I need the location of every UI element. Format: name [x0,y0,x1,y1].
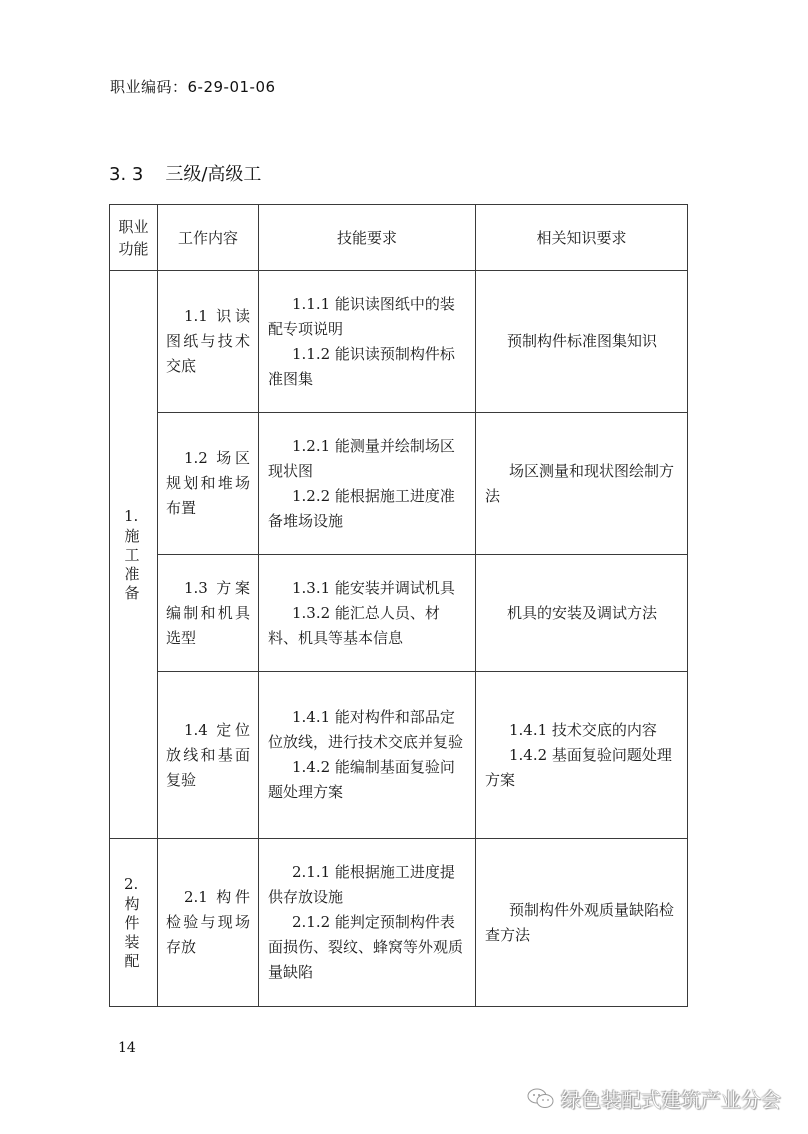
header-work-content: 工作内容 [158,205,259,271]
skill-item: 1.3.2 能汇总人员、材料、机具等基本信息 [268,603,440,647]
table-row [110,271,688,413]
header-function [110,205,158,271]
skill-cell [259,839,476,1007]
knowledge-cell [476,271,688,413]
watermark [527,1084,781,1113]
work-content-first: 2.1 构件 [184,888,250,906]
skill-item: 1.4.2 能编制基面复验问题处理方案 [268,758,455,801]
work-content-first: 1.3 方案 [184,578,250,597]
section-number: 3. 3 [109,164,144,185]
knowledge-item: 1.4.2 基面复验问题处理方案 [485,745,672,789]
skill-item: 1.4.1 能对构件和部品定位放线，进行技术交底并复验 [268,708,464,751]
work-content-cell [158,271,259,413]
watermark-text: 绿色装配式建筑产业分会 [561,1088,781,1112]
function-number: 1. [124,507,139,525]
work-content-rest: 规划和堆场布置 [166,474,250,517]
function-number: 2. [124,875,139,893]
function-char: 装 [124,933,140,951]
occupation-code [110,76,276,97]
work-content-rest: 编制和机具选型 [166,603,250,647]
section-title: 三级/高级工 [165,164,262,185]
function-char: 工 [124,546,140,564]
knowledge-item: 预制构件外观质量缺陷检查方法 [485,900,675,944]
knowledge-cell [476,672,688,839]
function-char: 备 [124,584,140,602]
header-function-line: 功能 [118,239,149,258]
skill-cell [259,555,476,672]
skill-item: 1.1.2 能识读预制构件标准图集 [268,344,455,388]
skill-item: 1.3.1 能安装并调试机具 [292,578,455,597]
header-skill-requirements: 技能要求 [259,205,476,271]
knowledge-item: 场区测量和现状图绘制方法 [485,461,675,505]
work-content-cell [158,555,259,672]
skill-cell [259,672,476,839]
skill-item: 2.1.2 能判定预制构件表面损伤、裂纹、蜂窝等外观质量缺陷 [268,913,464,981]
work-content-cell [158,672,259,839]
skill-cell [259,413,476,555]
skill-item: 1.2.2 能根据施工进度准备堆场设施 [268,486,455,530]
function-char: 件 [124,914,140,932]
wechat-icon [527,1087,555,1111]
function-char: 配 [124,952,140,970]
work-content-rest: 放线和基面复验 [166,745,250,789]
work-content-first: 1.4 定位 [184,720,250,739]
knowledge-item: 1.4.1 技术交底的内容 [509,720,657,739]
function-char: 构 [124,895,140,913]
skill-cell [259,271,476,413]
function-cell [110,271,158,839]
table-header-row [110,205,688,271]
work-content-rest: 检验与现场存放 [166,913,250,956]
knowledge-cell [476,413,688,555]
skill-standard-table [109,204,688,1007]
knowledge-cell [476,839,688,1007]
knowledge-item: 机具的安装及调试方法 [506,603,657,622]
knowledge-item: 预制构件标准图集知识 [506,332,657,350]
function-char: 施 [124,527,140,545]
table-row [110,413,688,555]
header-knowledge-requirements: 相关知识要求 [476,205,688,271]
work-content-cell [158,839,259,1007]
knowledge-cell [476,555,688,672]
header-function-line: 职业 [118,217,149,236]
skill-item: 2.1.1 能根据施工进度提供存放设施 [268,863,455,906]
skill-item: 1.2.1 能测量并绘制场区现状图 [268,436,455,480]
skill-item: 1.1.1 能识读图纸中的装配专项说明 [268,294,455,338]
page-number: 14 [118,1040,136,1056]
occupation-code-label: 职业编码： [110,78,188,96]
function-char: 准 [124,565,140,583]
occupation-code-value: 6-29-01-06 [187,78,276,96]
work-content-rest: 图纸与技术交底 [166,332,250,375]
table-row [110,839,688,1007]
table-row [110,672,688,839]
work-content-first: 1.2 场区 [184,449,250,467]
function-cell [110,839,158,1007]
work-content-cell [158,413,259,555]
table-row [110,555,688,672]
section-heading [109,160,261,186]
work-content-first: 1.1 识读 [184,307,250,325]
